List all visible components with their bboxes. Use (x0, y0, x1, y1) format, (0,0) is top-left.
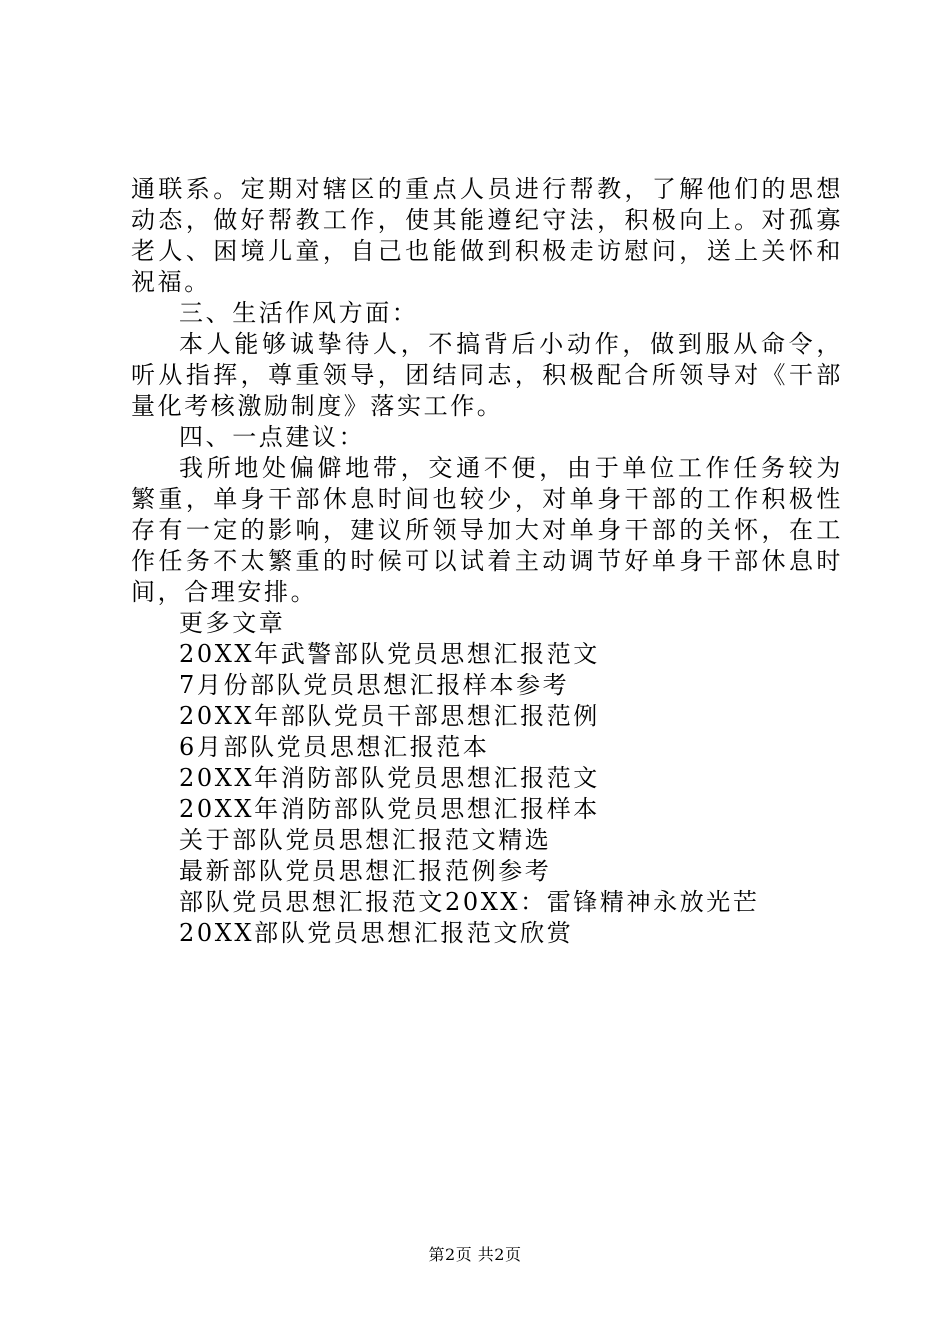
more-articles-heading: 更多文章 (179, 609, 286, 637)
article-link[interactable]: 最新部队党员思想汇报范例参考 (179, 857, 552, 885)
paragraph-suggestion: 我所地处偏僻地带，交通不便，由于单位工作任务较为繁重，单身干部休息时间也较少，对单身干部的工作积极性存有一定的影响，建议所领导加大对单身干部的关怀，在工作任务不太繁重的时候可以试着主动调节好单身干部休息时间，合理安排。 (131, 454, 843, 606)
article-link[interactable]: 7月份部队党员思想汇报样本参考 (179, 671, 570, 699)
page-number-label: 第2页 共2页 (428, 1245, 522, 1264)
paragraph-lifestyle: 本人能够诚挚待人，不搞背后小动作，做到服从命令，听从指挥，尊重领导，团结同志，积极配合所领导对《干部量化考核激励制度》落实工作。 (131, 330, 843, 420)
paragraph-continuation: 通联系。定期对辖区的重点人员进行帮教，了解他们的思想动态，做好帮教工作，使其能遵纪守法，积极向上。对孤寡老人、困境儿童，自己也能做到积极走访慰问，送上关怀和祝福。 (131, 175, 843, 296)
page-footer (0, 1244, 950, 1266)
article-link[interactable]: 关于部队党员思想汇报范文精选 (179, 826, 552, 854)
section-heading-lifestyle: 三、生活作风方面： (179, 299, 419, 327)
more-articles-list (131, 639, 843, 949)
article-link[interactable]: 20XX年消防部队党员思想汇报样本 (179, 795, 600, 823)
article-link[interactable]: 20XX部队党员思想汇报范文欣赏 (179, 919, 574, 947)
article-link[interactable]: 20XX年部队党员干部思想汇报范例 (179, 702, 600, 730)
article-link[interactable]: 部队党员思想汇报范文20XX：雷锋精神永放光芒 (179, 888, 760, 916)
article-link[interactable]: 20XX年消防部队党员思想汇报范文 (179, 764, 600, 792)
article-link[interactable]: 6月部队党员思想汇报范本 (179, 733, 490, 761)
article-link[interactable]: 20XX年武警部队党员思想汇报范文 (179, 640, 600, 668)
document-body (131, 174, 843, 949)
section-heading-suggestion: 四、一点建议： (179, 423, 366, 451)
